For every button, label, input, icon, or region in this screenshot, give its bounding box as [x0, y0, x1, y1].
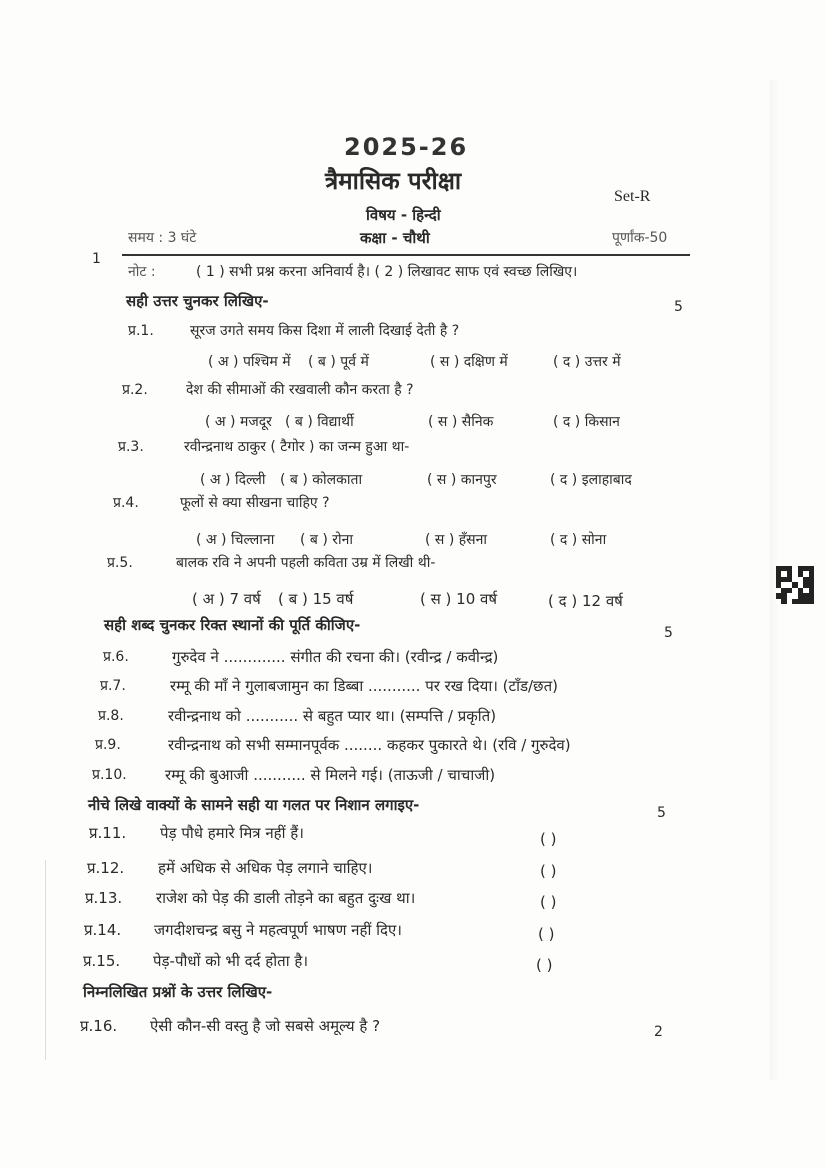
option: ( द ) सोना: [550, 532, 607, 548]
subject: विषय - हिन्दी: [366, 206, 441, 224]
set-label: Set-R: [614, 188, 651, 205]
section-title: निम्नलिखित प्रश्नों के उत्तर लिखिए-: [83, 983, 273, 1001]
question-number: प्र.6.: [103, 649, 129, 665]
question-number: प्र.3.: [118, 439, 144, 455]
option: ( अ ) चिल्लाना: [196, 532, 275, 548]
option: ( द ) 12 वर्ष: [548, 592, 623, 610]
note-text: ( 1 ) सभी प्रश्न करना अनिवार्य है। ( 2 ) लिखावट साफ एवं स्वच्छ लिखिए।: [196, 264, 578, 280]
section-title: सही उत्तर चुनकर लिखिए-: [126, 292, 269, 310]
question-number: प्र.2.: [122, 382, 148, 398]
question-text: पेड़ पौधे हमारे मित्र नहीं हैं।: [160, 824, 304, 842]
answer-blank[interactable]: ( ): [540, 862, 557, 880]
option: ( अ ) 7 वर्ष: [192, 590, 261, 608]
option: ( अ ) पश्चिम में: [208, 354, 291, 370]
answer-blank[interactable]: ( ): [536, 956, 553, 974]
option: ( ब ) विद्यार्थी: [285, 414, 354, 430]
option: ( ब ) 15 वर्ष: [278, 590, 354, 608]
question-number: प्र.9.: [95, 737, 121, 753]
question-text: गुरुदेव ने ............. संगीत की रचना की। (रवीन्द्र / कवीन्द्र): [172, 648, 499, 666]
exam-year: 2025-26: [344, 133, 469, 161]
question-number: प्र.14.: [84, 921, 122, 939]
qr-code-icon: [776, 566, 814, 604]
question-number: प्र.8.: [98, 708, 124, 724]
section-marks: 5: [657, 805, 666, 821]
question-text: देश की सीमाओं की रखवाली कौन करता है ?: [186, 382, 414, 398]
option: ( स ) 10 वर्ष: [420, 590, 498, 608]
question-text: राजेश को पेड़ की डाली तोड़ने का बहुत दुःख था।: [156, 889, 416, 907]
exam-title: त्रैमासिक परीक्षा: [325, 167, 462, 195]
question-number: प्र.7.: [100, 678, 126, 694]
section-title: सही शब्द चुनकर रिक्त स्थानों की पूर्ति कीजिए-: [104, 616, 361, 634]
option: ( स ) कानपुर: [427, 472, 497, 488]
answer-blank[interactable]: ( ): [540, 830, 557, 848]
question-marks: 2: [654, 1024, 663, 1040]
question-text: सूरज उगते समय किस दिशा में लाली दिखाई देती है ?: [190, 323, 460, 339]
header-divider: [122, 254, 690, 256]
margin-mark: 1: [92, 251, 101, 267]
section-marks: 5: [674, 299, 683, 315]
question-number: प्र.4.: [113, 495, 139, 511]
question-text: पेड़-पौधों को भी दर्द होता है।: [153, 952, 309, 970]
question-text: रवीन्द्रनाथ को सभी सम्मानपूर्वक ........ कहकर पुकारते थे। (रवि / गुरुदेव): [168, 736, 571, 754]
question-text: रम्मू की बुआजी ........... से मिलने गई। (ताऊजी / चाचाजी): [165, 766, 496, 784]
question-text: बालक रवि ने अपनी पहली कविता उम्र में लिखी थी-: [176, 555, 436, 571]
question-number: प्र.5.: [107, 555, 133, 571]
note-label: नोट :: [128, 264, 156, 280]
question-text: ऐसी कौन-सी वस्तु है जो सबसे अमूल्य है ?: [150, 1017, 381, 1035]
question-text: हमें अधिक से अधिक पेड़ लगाने चाहिए।: [158, 859, 373, 877]
question-number: प्र.16.: [80, 1017, 118, 1035]
option: ( द ) इलाहाबाद: [550, 472, 632, 488]
option: ( ब ) कोलकाता: [280, 472, 363, 488]
max-marks: पूर्णांक-50: [612, 230, 668, 246]
option: ( स ) सैनिक: [428, 414, 494, 430]
scan-edge: [45, 860, 46, 1060]
section-marks: 5: [664, 625, 673, 641]
option: ( ब ) पूर्व में: [308, 354, 369, 370]
option: ( स ) हँसना: [425, 532, 488, 548]
question-text: रवीन्द्रनाथ ठाकुर ( टैगोर ) का जन्म हुआ था-: [184, 439, 410, 455]
question-text: जगदीशचन्द्र बसु ने महत्वपूर्ण भाषण नहीं दिए।: [154, 921, 402, 939]
option: ( ब ) रोना: [300, 532, 354, 548]
class-label: कक्षा - चौथी: [360, 229, 430, 247]
time-allowed: समय : 3 घंटे: [128, 230, 197, 246]
option: ( द ) किसान: [553, 414, 620, 430]
section-title: नीचे लिखे वाक्यों के सामने सही या गलत पर निशान लगाइए-: [88, 796, 420, 814]
option: ( अ ) मजदूर: [205, 414, 272, 430]
question-number: प्र.10.: [92, 767, 127, 783]
question-number: प्र.13.: [85, 889, 123, 907]
question-text: रवीन्द्रनाथ को ........... से बहुत प्यार था। (सम्पत्ति / प्रकृति): [168, 707, 497, 725]
answer-blank[interactable]: ( ): [538, 925, 555, 943]
answer-blank[interactable]: ( ): [540, 893, 557, 911]
question-text: रम्मू की माँ ने गुलाबजामुन का डिब्बा ........... पर रख दिया। (टाँड/छत): [170, 677, 558, 695]
question-number: प्र.1.: [128, 323, 154, 339]
option: ( स ) दक्षिण में: [430, 354, 508, 370]
option: ( अ ) दिल्ली: [200, 472, 266, 488]
question-number: प्र.12.: [87, 859, 125, 877]
question-number: प्र.15.: [83, 952, 121, 970]
question-number: प्र.11.: [89, 824, 127, 842]
option: ( द ) उत्तर में: [553, 354, 621, 370]
question-text: फूलों से क्या सीखना चाहिए ?: [180, 495, 330, 511]
